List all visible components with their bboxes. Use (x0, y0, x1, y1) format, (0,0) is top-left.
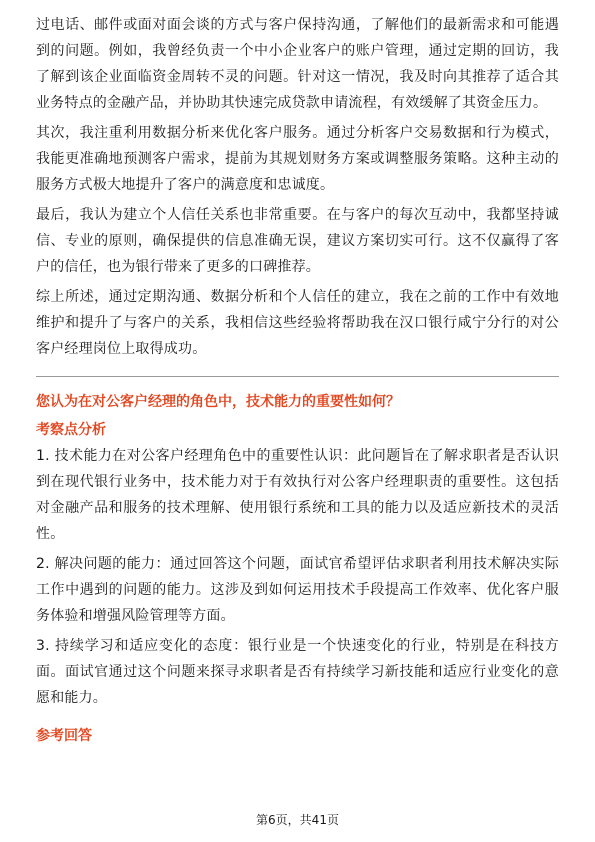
body-paragraph: 综上所述，通过定期沟通、数据分析和个人信任的建立，我在之前的工作中有效地维护和提升了与客户的关系，我相信这些经验将帮助我在汉口银行咸宁分行的对公客户经理岗位上取得成功。 (36, 289, 559, 357)
body-paragraph: 过电话、邮件或面对面会谈的方式与客户保持沟通，了解他们的最新需求和可能遇到的问题。例如，我曾经负责一个中小企业客户的账户管理，通过定期的回访，我了解到该企业面临资金周转不灵的问题。针对这一情况，我及时向其推荐了适合其业务特点的金融产品，并协助其快速完成贷款申请流程，有效缓解了其资金压力。 (36, 17, 559, 111)
page-content (36, 12, 559, 749)
analysis-point: 1. 技术能力在对公客户经理角色中的重要性认识：此问题旨在了解求职者是否认识到在现代银行业务中，技术能力对于有效执行对公客户经理职责的重要性。这包括对金融产品和服务的技术理解、使用银行系统和工具的能力以及适应新技术的灵活性。 (36, 448, 559, 542)
page-number: 第6页，共41页 (256, 813, 339, 827)
question-title: 您认为在对公客户经理的角色中，技术能力的重要性如何？ (36, 394, 400, 410)
reference-answer-heading: 参考回答 (36, 728, 92, 744)
body-paragraph: 最后，我认为建立个人信任关系也非常重要。在与客户的每次互动中，我都坚持诚信、专业的原则，确保提供的信息准确无误，建议方案切实可行。这不仅赢得了客户的信任，也为银行带来了更多的口碑推荐。 (36, 207, 559, 275)
analysis-point: 3. 持续学习和适应变化的态度：银行业是一个快速变化的行业，特别是在科技方面。面试官通过这个问题来探寻求职者是否有持续学习新技能和适应行业变化的意愿和能力。 (36, 638, 559, 706)
analysis-point: 2. 解决问题的能力：通过回答这个问题，面试官希望评估求职者利用技术解决实际工作中遇到的问题的能力。这涉及到如何运用技术手段提高工作效率、优化客户服务体验和增强风险管理等方面。 (36, 556, 559, 624)
body-paragraph: 其次，我注重利用数据分析来优化客户服务。通过分析客户交易数据和行为模式，我能更准确地预测客户需求，提前为其规划财务方案或调整服务策略。这种主动的服务方式极大地提升了客户的满意度和忠诚度。 (36, 125, 559, 193)
analysis-heading: 考察点分析 (36, 422, 106, 438)
section-divider (36, 376, 559, 377)
